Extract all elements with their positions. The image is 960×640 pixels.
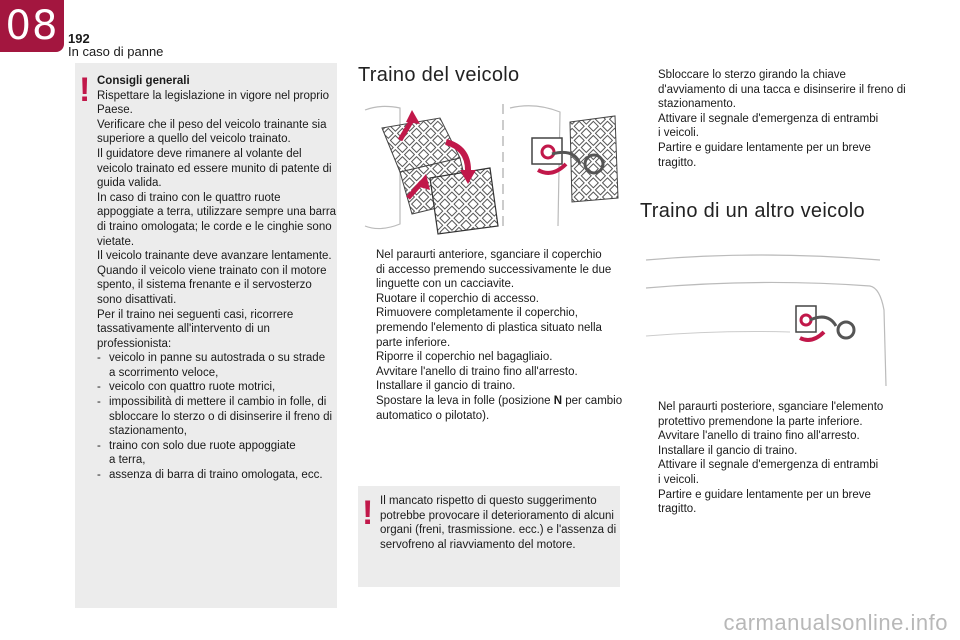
advice-list-item — [97, 351, 333, 380]
dash-marker: - — [97, 469, 101, 482]
advice-line: Il guidatore deve rimanere al volante del — [97, 147, 302, 160]
step-line: d'avviamento di una tacca e disinserire il freno di — [658, 83, 906, 96]
step-item — [640, 112, 940, 141]
step-item — [358, 350, 620, 365]
general-advice-list — [97, 351, 333, 482]
advice-list-item — [97, 395, 333, 439]
dash-marker: - — [97, 352, 101, 365]
step-item — [358, 306, 620, 350]
dash-marker: - — [97, 396, 101, 409]
step-line: stazionamento. — [658, 98, 736, 111]
step-line — [376, 394, 623, 409]
general-advice-box — [75, 63, 337, 608]
advice-line: professionista: — [97, 337, 172, 350]
towing-warning-text — [380, 494, 616, 552]
step-line: Rimuovere completamente il coperchio, — [376, 307, 578, 320]
advice-list-line: impossibilità di mettere il cambio in folle, di — [109, 396, 327, 409]
step-item — [358, 292, 620, 307]
step-item — [640, 488, 940, 517]
step-item — [358, 248, 620, 292]
advice-line: Il veicolo trainante deve avanzare lentamente. — [97, 250, 332, 263]
step-item — [358, 394, 623, 423]
advice-line: tassativamente all'intervento di un — [97, 323, 270, 336]
step-line: tragitto. — [658, 503, 697, 516]
advice-line: In caso di traino con le quattro ruote — [97, 191, 281, 204]
step-item — [640, 429, 940, 444]
advice-list-line: sbloccare lo sterzo o di disinserire il freno di — [109, 410, 333, 423]
step-line: Attivare il segnale d'emergenza di entrambi — [658, 112, 879, 125]
advice-list-line: veicolo con quattro ruote motrici, — [109, 381, 276, 394]
step-line: parte inferiore. — [376, 336, 451, 349]
step-line: Riporre il coperchio nel bagagliaio. — [376, 351, 553, 364]
advice-line: Quando il veicolo viene trainato con il motore — [97, 264, 327, 277]
warning-line: organi (freni, trasmissione. ecc.) e l'assenza di — [380, 524, 617, 537]
step-line: linguette con un cacciavite. — [376, 278, 515, 291]
step-item — [358, 365, 620, 380]
advice-list-line: assenza di barra di traino omologata, ecc. — [109, 469, 323, 482]
warning-icon: ! — [79, 71, 91, 109]
step-text: per cambio — [562, 394, 623, 407]
advice-line: di traino omologata; le corde e le cinghie sono — [97, 220, 332, 233]
warning-line: servofreno al riavviamento del motore. — [380, 538, 576, 551]
step-line: Sbloccare lo sterzo girando la chiave — [658, 69, 846, 81]
watermark: carmanualsonline.info — [723, 610, 948, 635]
advice-list-item — [97, 468, 333, 483]
step-line: Installare il gancio di traino. — [376, 380, 516, 393]
general-advice-text — [97, 74, 337, 483]
step-line: di accesso premendo successivamente le due — [376, 263, 612, 276]
advice-list-line: a terra, — [109, 454, 146, 467]
advice-line: vietate. — [97, 235, 135, 248]
advice-list-line: stazionamento, — [109, 425, 187, 438]
page-number: 192 — [68, 31, 90, 46]
chapter-tab: 08 — [0, 0, 64, 52]
step-line: Installare il gancio di traino. — [658, 444, 798, 457]
advice-line: spento, il sistema frenante e il servosterzo — [97, 279, 312, 292]
step-line: Partire e guidare lentamente per un breve — [658, 141, 871, 154]
advice-line: guida valida. — [97, 177, 162, 190]
step-line: i veicoli. — [658, 473, 699, 486]
section-title-towing-vehicle: Traino del veicolo — [358, 64, 520, 86]
gear-position: N — [553, 394, 563, 407]
step-line: premendo l'elemento di plastica situato nella — [376, 321, 602, 334]
step-line: Nel paraurti anteriore, sganciare il coperchio — [376, 249, 602, 261]
advice-list-item — [97, 380, 333, 395]
towing-vehicle-steps-continued — [640, 68, 940, 170]
step-text: Spostare la leva in folle (posizione — [376, 394, 554, 407]
advice-list-line: veicolo in panne su autostrada o su strade — [109, 352, 326, 365]
warning-line: potrebbe provocare il deterioramento di alcuni — [380, 509, 614, 522]
general-advice-paragraphs — [97, 89, 337, 352]
step-line: Avvitare l'anello di traino fino all'arresto. — [376, 365, 578, 378]
step-item — [640, 141, 940, 170]
advice-line: Verificare che il peso del veicolo trainante sia — [97, 118, 327, 131]
advice-list-line: traino con solo due ruote appoggiate — [109, 439, 296, 452]
section-title-towing-other: Traino di un altro veicolo — [640, 200, 865, 222]
section-name: In caso di panne — [68, 44, 164, 59]
warning-line: Il mancato rispetto di questo suggerimento — [380, 495, 597, 507]
rear-bumper-illustration — [640, 240, 900, 390]
step-item — [640, 444, 940, 459]
advice-line: veicolo trainato ed essere munito di patente di — [97, 162, 332, 175]
advice-line: Paese. — [97, 104, 133, 117]
step-item — [640, 68, 940, 112]
warning-icon: ! — [362, 494, 374, 532]
step-line: protettivo premendone la parte inferiore. — [658, 415, 863, 428]
advice-list-item — [97, 439, 333, 468]
towing-other-steps — [640, 400, 940, 517]
towing-vehicle-steps — [358, 248, 623, 423]
dash-marker: - — [97, 381, 101, 394]
general-advice-title: Consigli generali — [97, 75, 190, 87]
step-line: automatico o pilotato). — [376, 409, 490, 422]
step-item — [358, 379, 620, 394]
advice-list-line: a scorrimento veloce, — [109, 366, 219, 379]
step-line: i veicoli. — [658, 127, 699, 140]
step-line: tragitto. — [658, 156, 697, 169]
front-bumper-illustration — [360, 98, 622, 236]
step-line: Ruotare il coperchio di accesso. — [376, 292, 539, 305]
step-line: Partire e guidare lentamente per un breve — [658, 488, 871, 501]
step-item — [640, 458, 940, 487]
advice-line: Per il traino nei seguenti casi, ricorrere — [97, 308, 294, 321]
dash-marker: - — [97, 439, 101, 452]
advice-line: appoggiate a terra, utilizzare sempre una barra — [97, 206, 337, 219]
advice-line: Rispettare la legislazione in vigore nel proprio — [97, 89, 330, 102]
towing-warning-box — [358, 486, 620, 587]
advice-line: superiore a quello del veicolo trainato. — [97, 133, 291, 146]
step-item — [640, 400, 940, 429]
advice-line: sono disattivati. — [97, 293, 177, 306]
step-line: Nel paraurti posteriore, sganciare l'elemento — [658, 401, 884, 413]
step-line: Avvitare l'anello di traino fino all'arresto. — [658, 430, 860, 443]
step-line: Attivare il segnale d'emergenza di entrambi — [658, 459, 879, 472]
